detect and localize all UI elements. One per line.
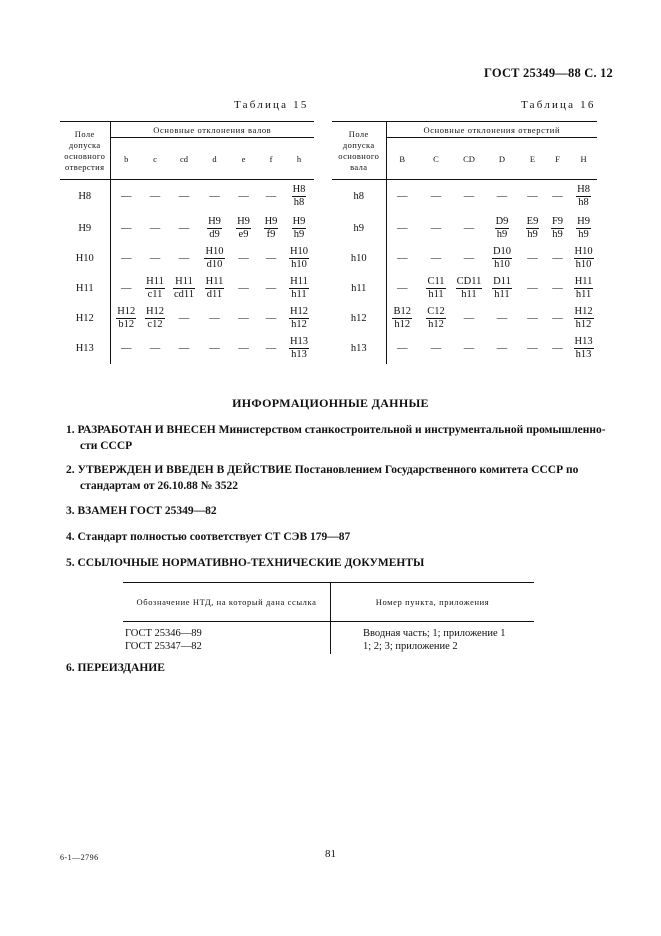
dash: — — [265, 313, 277, 324]
fit-numerator: D10 — [492, 246, 512, 257]
empty-cell — [386, 180, 418, 214]
table-row — [60, 180, 314, 214]
fit-numerator: H13 — [289, 336, 309, 347]
row-label: H13 — [60, 334, 110, 364]
fit-numerator: H8 — [577, 184, 590, 196]
fit-numerator: H12 — [289, 306, 309, 317]
empty-cell — [110, 274, 142, 304]
fit-numerator: CD11 — [456, 276, 482, 287]
dash: — — [265, 191, 277, 203]
empty-cell — [454, 334, 484, 364]
fit-denominator: h10 — [291, 259, 307, 270]
empty-cell — [484, 304, 520, 334]
fit-fraction — [204, 246, 224, 271]
table-15 — [60, 121, 314, 364]
empty-cell — [142, 334, 168, 364]
fit-fraction — [289, 336, 309, 361]
dash: — — [238, 343, 249, 354]
table-row — [332, 304, 597, 334]
references-header-item: Номер пункта, приложения — [331, 583, 535, 622]
fit-fraction — [207, 216, 222, 241]
empty-cell — [418, 244, 454, 274]
empty-cell — [520, 244, 545, 274]
references-ntd-2: ГОСТ 25347—82 — [125, 641, 202, 652]
fit-numerator: H9 — [577, 216, 590, 227]
table-15-body — [60, 180, 314, 364]
table-16 — [332, 121, 597, 364]
fit-cell — [418, 274, 454, 304]
fit-cell — [484, 214, 520, 244]
fit-denominator: h11 — [494, 289, 510, 300]
info-item-6: 6. ПЕРЕИЗДАНИЕ — [66, 662, 165, 674]
empty-cell — [168, 244, 200, 274]
fit-fraction — [551, 216, 564, 241]
fit-denominator: c11 — [147, 289, 163, 300]
empty-cell — [142, 244, 168, 274]
dash: — — [496, 191, 508, 203]
fit-denominator: d11 — [206, 289, 223, 300]
fit-cell — [484, 274, 520, 304]
fit-fraction — [456, 276, 483, 301]
fit-numerator: H10 — [205, 246, 224, 257]
table15-col-0: b — [110, 138, 142, 180]
empty-cell — [229, 334, 258, 364]
table-row — [60, 334, 314, 364]
fit-numerator: H9 — [292, 216, 306, 227]
table-15-col-header: Поле допуска основного отверстия — [60, 122, 110, 180]
fit-fraction — [236, 216, 251, 241]
dash: — — [121, 283, 132, 294]
dash: — — [397, 223, 408, 234]
empty-cell — [520, 274, 545, 304]
empty-cell — [258, 180, 284, 214]
row-label: H11 — [60, 274, 110, 304]
table16-col-4: E — [520, 138, 545, 180]
fit-fraction — [574, 246, 594, 271]
dash: — — [265, 283, 277, 294]
dash: — — [149, 343, 161, 354]
references-item-cell — [331, 622, 535, 655]
empty-cell — [386, 244, 418, 274]
fit-denominator: h13 — [291, 349, 307, 360]
fit-denominator: h13 — [575, 349, 592, 360]
empty-cell — [168, 214, 200, 244]
empty-cell — [484, 180, 520, 214]
fit-numerator: H11 — [205, 276, 224, 287]
table-15-group-header: Основные отклонения валов — [110, 122, 314, 138]
fit-denominator: cd11 — [173, 289, 195, 300]
info-item-2-line-2: стандартам от 26.10.88 № 3522 — [80, 480, 239, 492]
fit-denominator: h9 — [552, 229, 563, 240]
empty-cell — [168, 304, 200, 334]
fit-numerator: H9 — [264, 216, 278, 227]
dash: — — [527, 313, 538, 324]
references-ntd-1: ГОСТ 25346—89 — [125, 628, 202, 639]
table-15-caption: Таблица 15 — [234, 99, 309, 111]
row-label: H9 — [60, 214, 110, 244]
fit-fraction — [426, 276, 445, 301]
fit-numerator: H13 — [574, 336, 593, 347]
dash: — — [121, 191, 132, 203]
fit-cell — [229, 214, 258, 244]
empty-cell — [545, 180, 570, 214]
empty-cell — [258, 334, 284, 364]
fit-fraction — [292, 216, 307, 241]
table-16-group-header: Основные отклонения отверстий — [386, 122, 597, 138]
empty-cell — [110, 214, 142, 244]
dash: — — [552, 191, 563, 203]
fit-numerator: H10 — [574, 246, 593, 257]
fit-fraction — [492, 276, 512, 301]
fit-denominator: f9 — [266, 229, 276, 240]
page-header-title: ГОСТ 25349—88 С. 12 — [484, 66, 613, 80]
fit-denominator: h12 — [575, 319, 592, 330]
dash: — — [178, 223, 190, 234]
empty-cell — [142, 180, 168, 214]
fit-denominator: h12 — [291, 319, 307, 330]
empty-cell — [142, 214, 168, 244]
table-row — [332, 214, 597, 244]
fit-cell — [418, 304, 454, 334]
empty-cell — [258, 274, 284, 304]
dash: — — [121, 223, 132, 234]
dash: — — [178, 343, 190, 354]
fit-numerator: D9 — [495, 216, 509, 227]
dash: — — [238, 283, 249, 294]
fit-fraction — [576, 216, 591, 241]
empty-cell — [520, 334, 545, 364]
empty-cell — [545, 244, 570, 274]
fit-numerator: H11 — [290, 276, 308, 287]
table-row — [60, 244, 314, 274]
fit-fraction — [289, 306, 309, 331]
empty-cell — [386, 214, 418, 244]
fit-cell — [570, 304, 597, 334]
fit-denominator: h11 — [461, 289, 477, 300]
info-item-4: 4. Стандарт полностью соответствует СТ СЭВ 179—87 — [66, 531, 351, 543]
row-label: h10 — [332, 244, 386, 274]
fit-fraction — [574, 306, 594, 331]
fit-fraction — [289, 246, 309, 271]
dash: — — [178, 313, 190, 324]
empty-cell — [168, 180, 200, 214]
fit-cell — [284, 244, 314, 274]
dash: — — [496, 313, 508, 324]
dash: — — [209, 343, 220, 354]
dash: — — [149, 253, 161, 264]
fit-fraction — [145, 276, 165, 301]
empty-cell — [110, 180, 142, 214]
table-16-body — [332, 180, 597, 364]
empty-cell — [229, 180, 258, 214]
info-item-5: 5. ССЫЛОЧНЫЕ НОРМАТИВНО-ТЕХНИЧЕСКИЕ ДОКУМЕНТЫ — [66, 557, 425, 569]
empty-cell — [200, 180, 229, 214]
references-table — [123, 582, 534, 654]
table16-col-2: CD — [454, 138, 484, 180]
references-item-2: 1; 2; 3; приложение 2 — [363, 641, 458, 652]
empty-cell — [200, 334, 229, 364]
table15-col-1: c — [142, 138, 168, 180]
dash: — — [527, 253, 538, 264]
table15-col-4: e — [229, 138, 258, 180]
fit-denominator: h11 — [575, 289, 592, 300]
fit-cell — [570, 214, 597, 244]
fit-cell — [168, 274, 200, 304]
table-row — [332, 334, 597, 364]
fit-fraction — [145, 306, 165, 331]
fit-cell — [570, 244, 597, 274]
dash: — — [552, 253, 563, 264]
fit-cell — [284, 334, 314, 364]
empty-cell — [258, 244, 284, 274]
fit-fraction — [574, 336, 594, 361]
empty-cell — [229, 244, 258, 274]
fit-denominator: h10 — [494, 259, 510, 270]
footer-code: 6-1—2796 — [60, 853, 99, 862]
info-title: ИНФОРМАЦИОННЫЕ ДАННЫЕ — [232, 396, 429, 410]
row-label: H12 — [60, 304, 110, 334]
fit-fraction — [289, 276, 309, 301]
page-number: 81 — [325, 848, 336, 860]
fit-numerator: H11 — [574, 276, 593, 287]
table-16-caption: Таблица 16 — [521, 99, 596, 111]
fit-numerator: D11 — [493, 276, 511, 287]
empty-cell — [386, 334, 418, 364]
dash: — — [463, 191, 475, 203]
fit-denominator: c12 — [147, 319, 163, 330]
fit-numerator: E9 — [526, 216, 539, 227]
fit-cell — [284, 214, 314, 244]
table16-col-5: F — [545, 138, 570, 180]
empty-cell — [110, 244, 142, 274]
table15-col-2: cd — [168, 138, 200, 180]
empty-cell — [454, 180, 484, 214]
fit-denominator: h9 — [496, 229, 508, 240]
row-label: h9 — [332, 214, 386, 244]
dash: — — [463, 253, 475, 264]
fit-cell — [258, 214, 284, 244]
info-item-2 — [66, 462, 616, 494]
empty-cell — [520, 180, 545, 214]
fit-numerator: B12 — [393, 306, 411, 317]
table-row — [60, 214, 314, 244]
table-row — [60, 304, 314, 334]
fit-fraction — [392, 306, 412, 331]
empty-cell — [168, 334, 200, 364]
empty-cell — [484, 334, 520, 364]
fit-denominator: e9 — [238, 229, 249, 240]
fit-denominator: h10 — [575, 259, 592, 270]
table-row — [60, 274, 314, 304]
table-row — [332, 274, 597, 304]
fit-denominator: b12 — [118, 319, 135, 330]
dash: — — [463, 343, 475, 354]
dash: — — [121, 343, 132, 354]
fit-cell — [484, 244, 520, 274]
info-item-1 — [66, 422, 616, 454]
fit-denominator: d9 — [209, 229, 220, 240]
table15-col-3: d — [200, 138, 229, 180]
fit-cell — [386, 304, 418, 334]
empty-cell — [545, 274, 570, 304]
dash: — — [397, 191, 408, 203]
dash: — — [430, 223, 442, 234]
dash: — — [430, 253, 442, 264]
row-label: h8 — [332, 180, 386, 214]
dash: — — [397, 283, 408, 294]
fit-fraction — [205, 276, 225, 301]
fit-cell — [284, 180, 314, 214]
fit-cell — [142, 304, 168, 334]
fit-numerator: C12 — [427, 306, 445, 317]
dash: — — [496, 343, 508, 354]
dash: — — [265, 343, 277, 354]
fit-numerator: F9 — [551, 216, 564, 227]
fit-denominator: h9 — [578, 229, 589, 240]
fit-denominator: h12 — [428, 319, 444, 330]
fit-numerator: C11 — [427, 276, 445, 287]
dash: — — [397, 343, 408, 354]
fit-cell — [545, 214, 570, 244]
table-16-col-header: Поле допуска основного вала — [332, 122, 386, 180]
fit-cell — [200, 244, 229, 274]
table-row — [332, 244, 597, 274]
dash: — — [238, 191, 249, 203]
fit-numerator: H11 — [173, 276, 195, 289]
table16-col-6: H — [570, 138, 597, 180]
fit-denominator: h12 — [394, 319, 411, 330]
dash: — — [238, 253, 249, 264]
fit-cell — [570, 274, 597, 304]
fit-fraction — [574, 276, 594, 301]
empty-cell — [258, 304, 284, 334]
table16-col-0: B — [386, 138, 418, 180]
dash: — — [178, 191, 190, 203]
fit-fraction — [492, 246, 512, 271]
dash: — — [265, 253, 277, 264]
dash: — — [397, 253, 408, 264]
dash: — — [430, 343, 442, 354]
fit-denominator: d10 — [206, 259, 223, 270]
dash: — — [209, 191, 220, 203]
fit-denominator: h11 — [428, 289, 444, 300]
dash: — — [149, 191, 161, 203]
table16-col-3: D — [484, 138, 520, 180]
fit-denominator: h8 — [578, 197, 589, 209]
fit-fraction — [495, 216, 510, 241]
fit-numerator: H12 — [574, 306, 593, 317]
empty-cell — [110, 334, 142, 364]
empty-cell — [520, 304, 545, 334]
empty-cell — [545, 304, 570, 334]
fit-cell — [570, 180, 597, 214]
empty-cell — [418, 334, 454, 364]
fit-cell — [200, 274, 229, 304]
row-label: h12 — [332, 304, 386, 334]
table16-col-1: C — [418, 138, 454, 180]
fit-cell — [570, 334, 597, 364]
fit-denominator: h9 — [527, 229, 538, 240]
references-item-1: Вводная часть; 1; приложение 1 — [363, 628, 506, 639]
empty-cell — [200, 304, 229, 334]
fit-numerator: H10 — [289, 246, 309, 257]
fit-denominator: h8 — [293, 197, 305, 209]
empty-cell — [454, 244, 484, 274]
fit-fraction — [292, 184, 307, 209]
fit-cell — [142, 274, 168, 304]
dash: — — [149, 223, 161, 234]
fit-numerator: H9 — [208, 216, 221, 227]
row-label: h11 — [332, 274, 386, 304]
fit-denominator: h11 — [291, 289, 307, 300]
fit-numerator: H9 — [237, 216, 250, 227]
fit-fraction — [116, 306, 136, 331]
row-label: H8 — [60, 180, 110, 214]
fit-fraction — [173, 276, 195, 301]
fit-fraction — [526, 216, 540, 241]
info-item-2-line-1: 2. УТВЕРЖДЕН И ВВЕДЕН В ДЕЙСТВИЕ Постановлением Государственного комитета СССР по — [66, 464, 579, 476]
fit-cell — [520, 214, 545, 244]
dash: — — [178, 253, 190, 264]
dash: — — [209, 313, 220, 324]
fit-fraction — [576, 184, 591, 209]
empty-cell — [545, 334, 570, 364]
fit-cell — [284, 304, 314, 334]
references-ntd-cell — [123, 622, 331, 655]
table15-col-5: f — [258, 138, 284, 180]
dash: — — [463, 313, 475, 324]
empty-cell — [418, 214, 454, 244]
fit-numerator: H12 — [117, 306, 136, 317]
fit-numerator: H11 — [146, 276, 164, 287]
dash: — — [121, 253, 132, 264]
table-row — [332, 180, 597, 214]
fit-cell — [200, 214, 229, 244]
fit-denominator: h9 — [293, 229, 305, 240]
info-item-1-line-1: 1. РАЗРАБОТАН И ВНЕСЕН Министерством станкостроительной и инструментальной промышленно- — [66, 424, 606, 436]
row-label: h13 — [332, 334, 386, 364]
fit-fraction — [264, 216, 279, 241]
empty-cell — [229, 274, 258, 304]
table15-col-6: h — [284, 138, 314, 180]
dash: — — [527, 191, 538, 203]
dash: — — [238, 313, 249, 324]
dash: — — [430, 191, 442, 203]
fit-cell — [454, 274, 484, 304]
fit-fraction — [426, 306, 446, 331]
dash: — — [527, 343, 538, 354]
references-header-ntd: Обозначение НТД, на который дана ссылка — [123, 583, 331, 622]
fit-numerator: H12 — [145, 306, 165, 317]
fit-cell — [110, 304, 142, 334]
fit-numerator: H8 — [292, 184, 306, 196]
fit-cell — [284, 274, 314, 304]
dash: — — [552, 313, 563, 324]
empty-cell — [454, 214, 484, 244]
empty-cell — [229, 304, 258, 334]
empty-cell — [418, 180, 454, 214]
dash: — — [552, 343, 563, 354]
dash: — — [552, 283, 563, 294]
dash: — — [527, 283, 538, 294]
info-item-1-line-2: сти СССР — [80, 440, 133, 452]
row-label: H10 — [60, 244, 110, 274]
empty-cell — [454, 304, 484, 334]
dash: — — [463, 223, 475, 234]
info-item-3: 3. ВЗАМЕН ГОСТ 25349—82 — [66, 505, 217, 517]
empty-cell — [386, 274, 418, 304]
